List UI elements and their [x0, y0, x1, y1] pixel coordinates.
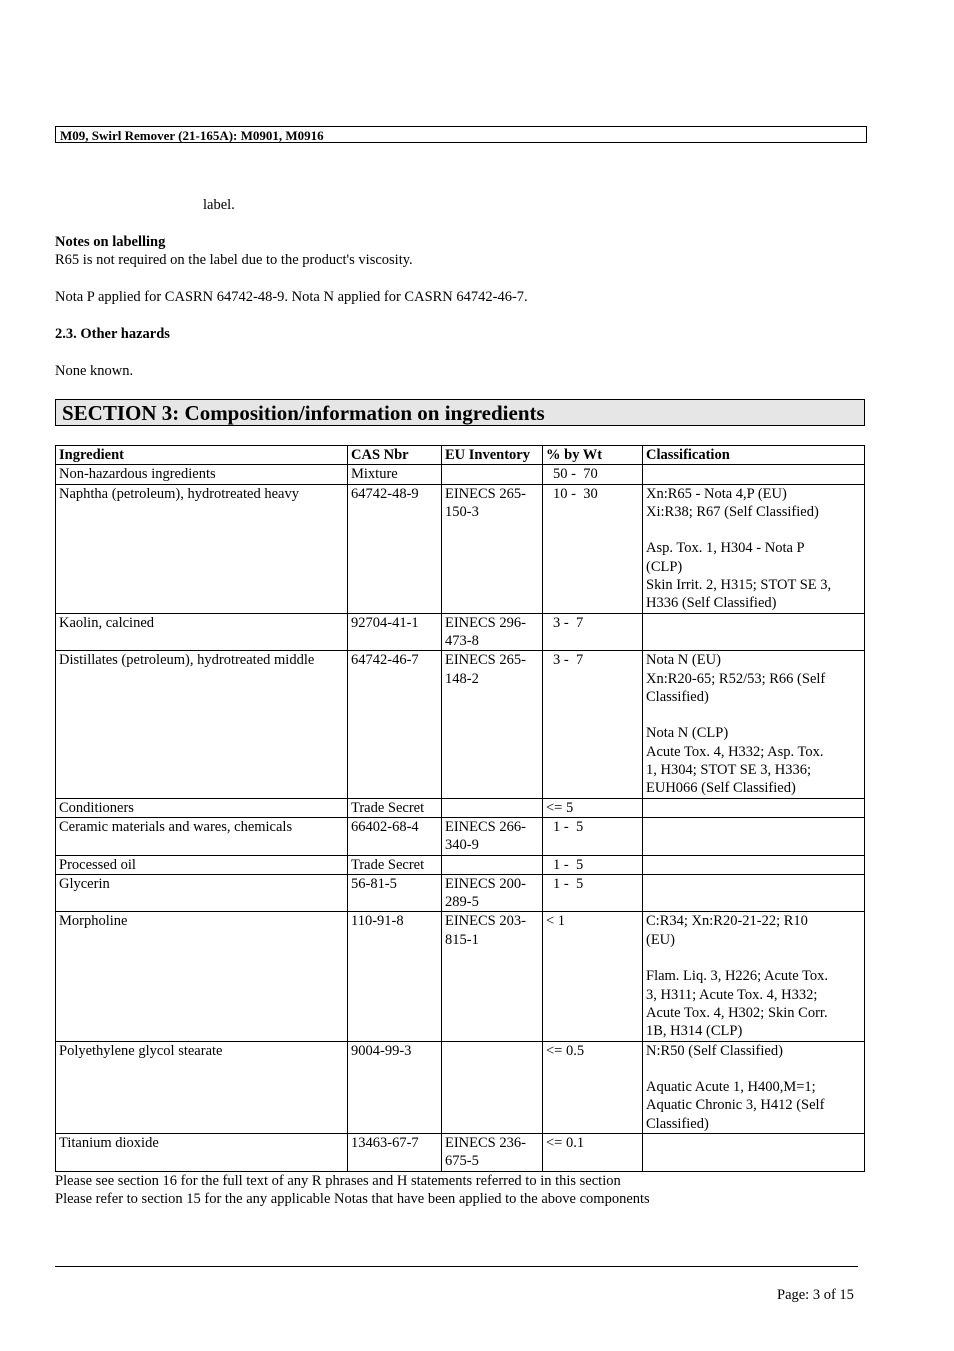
table-row [56, 874, 865, 912]
table-header-row [56, 446, 865, 465]
cell-classification-line: Asp. Tox. 1, H304 - Nota P [646, 540, 805, 557]
cell-eu-inventory [442, 798, 543, 817]
cell-eu-inventory-line: 815-1 [445, 931, 479, 948]
other-hazards-heading: 2.3. Other hazards [55, 326, 170, 342]
cell-classification-line: Skin Irrit. 2, H315; STOT SE 3, [646, 577, 832, 594]
cell-classification-line: Flam. Liq. 3, H226; Acute Tox. [646, 968, 828, 985]
table-row [56, 1041, 865, 1133]
cell-percent: 3 - 7 [543, 613, 643, 651]
cell-eu-inventory-line: 148-2 [445, 670, 479, 687]
cell-cas: 66402-68-4 [348, 817, 442, 855]
cell-classification-line: EUH066 (Self Classified) [646, 780, 796, 797]
cell-classification-line: Classified) [646, 688, 709, 705]
column-header-cas: CAS Nbr [348, 446, 442, 465]
cell-cas: 9004-99-3 [348, 1041, 442, 1133]
cell-classification-line: Acute Tox. 4, H302; Skin Corr. [646, 1004, 828, 1021]
table-row [56, 484, 865, 613]
notes-labelling-line2: Nota P applied for CASRN 64742-48-9. Nota N applied for CASRN 64742-46-7. [55, 289, 528, 305]
column-header-ingredient: Ingredient [56, 446, 348, 465]
column-header-percent-by-weight: % by Wt [543, 446, 643, 465]
cell-ingredient: Processed oil [56, 855, 348, 874]
cell-percent: 3 - 7 [543, 651, 643, 798]
cell-cas: 110-91-8 [348, 912, 442, 1041]
cell-classification-line [646, 521, 861, 539]
cell-eu-inventory [442, 1133, 543, 1171]
cell-classification-line: C:R34; Xn:R20-21-22; R10 [646, 913, 808, 930]
cell-cas: Mixture [348, 465, 442, 484]
cell-cas: Trade Secret [348, 798, 442, 817]
cell-percent: 1 - 5 [543, 817, 643, 855]
cell-ingredient: Ceramic materials and wares, chemicals [56, 817, 348, 855]
cell-classification-line: Nota N (EU) [646, 652, 721, 669]
ingredients-table [55, 445, 865, 1172]
notes-labelling-heading: Notes on labelling [55, 234, 166, 250]
cell-classification [643, 465, 865, 484]
cell-percent: 50 - 70 [543, 465, 643, 484]
cell-eu-inventory-line: 473-8 [445, 632, 479, 649]
cell-eu-inventory [442, 613, 543, 651]
footer-divider [55, 1266, 858, 1267]
cell-classification [643, 651, 865, 798]
cell-percent: 1 - 5 [543, 855, 643, 874]
cell-ingredient: Naphtha (petroleum), hydrotreated heavy [56, 484, 348, 613]
other-hazards-text: None known. [55, 363, 134, 379]
table-row [56, 817, 865, 855]
cell-classification-line [646, 706, 861, 724]
product-title: M09, Swirl Remover (21-165A): M0901, M0916 [60, 128, 324, 143]
table-notes [55, 1172, 650, 1208]
cell-percent: <= 0.1 [543, 1133, 643, 1171]
document-header [55, 126, 867, 143]
cell-eu-inventory-line: 340-9 [445, 837, 479, 854]
cell-percent: <= 5 [543, 798, 643, 817]
table-row [56, 798, 865, 817]
cell-classification-line: Nota N (CLP) [646, 725, 729, 742]
cell-eu-inventory [442, 817, 543, 855]
cell-cas: 64742-48-9 [348, 484, 442, 613]
cell-eu-inventory-line: EINECS 203- [445, 913, 526, 930]
cell-classification-line: Aquatic Chronic 3, H412 (Self [646, 1097, 825, 1114]
cell-classification-line: Classified) [646, 1115, 709, 1132]
continuation-text: label. [203, 197, 235, 213]
cell-classification-line: H336 (Self Classified) [646, 595, 777, 612]
cell-eu-inventory-line: EINECS 265- [445, 485, 526, 502]
cell-cas: Trade Secret [348, 855, 442, 874]
cell-eu-inventory-line: EINECS 266- [445, 818, 526, 835]
cell-eu-inventory-line: EINECS 200- [445, 875, 526, 892]
cell-ingredient: Non-hazardous ingredients [56, 465, 348, 484]
cell-classification [643, 613, 865, 651]
cell-ingredient: Distillates (petroleum), hydrotreated middle [56, 651, 348, 798]
cell-classification [643, 855, 865, 874]
cell-eu-inventory-line: EINECS 296- [445, 614, 526, 631]
cell-classification [643, 817, 865, 855]
cell-classification [643, 1041, 865, 1133]
cell-eu-inventory [442, 855, 543, 874]
cell-classification-line: Acute Tox. 4, H332; Asp. Tox. [646, 743, 824, 760]
cell-classification-line: Xn:R20-65; R52/53; R66 (Self [646, 670, 826, 687]
column-header-eu-inventory: EU Inventory [442, 446, 543, 465]
cell-classification [643, 798, 865, 817]
cell-eu-inventory-line: EINECS 265- [445, 652, 526, 669]
cell-classification-line [646, 1060, 861, 1078]
cell-cas: 64742-46-7 [348, 651, 442, 798]
cell-classification-line: Xi:R38; R67 (Self Classified) [646, 503, 819, 520]
table-row [56, 855, 865, 874]
cell-percent: 1 - 5 [543, 874, 643, 912]
cell-classification-line: 1, H304; STOT SE 3, H336; [646, 762, 812, 779]
table-row [56, 651, 865, 798]
cell-percent: <= 0.5 [543, 1041, 643, 1133]
cell-classification [643, 484, 865, 613]
section-3-title: SECTION 3: Composition/information on ingredients [55, 399, 865, 426]
cell-eu-inventory [442, 912, 543, 1041]
column-header-classification: Classification [643, 446, 865, 465]
cell-classification-line: 3, H311; Acute Tox. 4, H332; [646, 986, 818, 1003]
cell-ingredient: Morpholine [56, 912, 348, 1041]
cell-ingredient: Glycerin [56, 874, 348, 912]
cell-eu-inventory [442, 465, 543, 484]
ingredients-table-body [56, 465, 865, 1171]
cell-ingredient: Titanium dioxide [56, 1133, 348, 1171]
cell-eu-inventory-line: 675-5 [445, 1153, 479, 1170]
notes-labelling-line1: R65 is not required on the label due to the product's viscosity. [55, 252, 413, 268]
table-row [56, 1133, 865, 1171]
page-number: Page: 3 of 15 [777, 1287, 854, 1303]
cell-classification [643, 1133, 865, 1171]
cell-classification-line: 1B, H314 (CLP) [646, 1023, 743, 1040]
cell-classification-line [646, 949, 861, 967]
cell-eu-inventory [442, 1041, 543, 1133]
cell-ingredient: Conditioners [56, 798, 348, 817]
table-row [56, 912, 865, 1041]
cell-cas: 13463-67-7 [348, 1133, 442, 1171]
table-row [56, 465, 865, 484]
cell-cas: 56-81-5 [348, 874, 442, 912]
cell-eu-inventory [442, 651, 543, 798]
cell-classification-line: (EU) [646, 931, 675, 948]
cell-eu-inventory [442, 874, 543, 912]
cell-eu-inventory-line: 289-5 [445, 894, 479, 911]
cell-eu-inventory [442, 484, 543, 613]
cell-eu-inventory-line: EINECS 236- [445, 1134, 526, 1151]
cell-eu-inventory-line: 150-3 [445, 503, 479, 520]
table-row [56, 613, 865, 651]
cell-classification-line: Xn:R65 - Nota 4,P (EU) [646, 485, 787, 502]
cell-percent: < 1 [543, 912, 643, 1041]
table-note-1: Please see section 16 for the full text of any R phrases and H statements referred to in this section [55, 1173, 621, 1189]
cell-ingredient: Kaolin, calcined [56, 613, 348, 651]
cell-classification [643, 912, 865, 1041]
cell-cas: 92704-41-1 [348, 613, 442, 651]
cell-classification-line: Aquatic Acute 1, H400,M=1; [646, 1079, 816, 1096]
cell-classification-line: (CLP) [646, 558, 683, 575]
cell-classification-line: N:R50 (Self Classified) [646, 1042, 783, 1059]
table-note-2: Please refer to section 15 for the any applicable Notas that have been applied to the above components [55, 1191, 650, 1207]
cell-ingredient: Polyethylene glycol stearate [56, 1041, 348, 1133]
cell-classification [643, 874, 865, 912]
cell-percent: 10 - 30 [543, 484, 643, 613]
